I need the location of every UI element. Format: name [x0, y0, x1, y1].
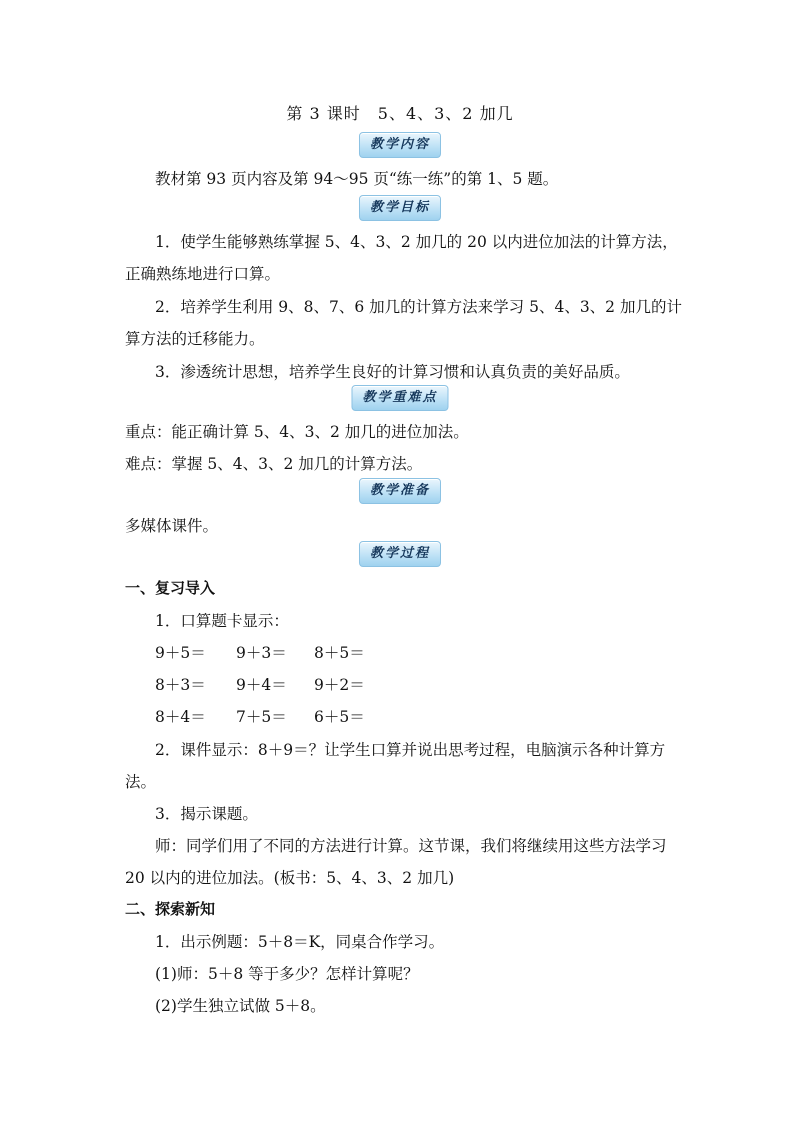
- equation: 9＋3＝: [236, 644, 287, 662]
- badge-preparation: 教学准备: [359, 478, 441, 504]
- teacher-remark-line-1: 师：同学们用了不同的方法进行计算。这节课，我们将继续用这些方法学习: [155, 837, 667, 855]
- section-2-heading: 二、探索新知: [125, 900, 216, 918]
- preparation-text: 多媒体课件。: [125, 517, 219, 535]
- difficult-point-text: 难点：掌握 5、4、3、2 加几的计算方法。: [125, 455, 423, 473]
- teacher-remark-line-2: 20 以内的进位加法。(板书：5、4、3、2 加几): [125, 869, 455, 887]
- badge-teaching-process: 教学过程: [359, 541, 441, 567]
- equation: 6＋5＝: [314, 708, 365, 726]
- review-item-2-line-2: 法。: [125, 773, 157, 791]
- key-point-text: 重点：能正确计算 5、4、3、2 加几的进位加法。: [125, 423, 469, 441]
- badge-teaching-content: 教学内容: [359, 132, 441, 158]
- goal-3: 3．渗透统计思想，培养学生良好的计算习惯和认真负责的美好品质。: [155, 363, 630, 381]
- explore-sub-2: (2)学生独立试做 5＋8。: [155, 997, 326, 1015]
- explore-item-1: 1．出示例题：5＋8＝K，同桌合作学习。: [155, 933, 445, 951]
- equation: 9＋5＝: [155, 644, 206, 662]
- section-1-heading: 一、复习导入: [125, 579, 216, 597]
- equation: 9＋4＝: [236, 676, 287, 694]
- equation: 8＋5＝: [314, 644, 365, 662]
- review-item-2-line-1: 2．课件显示：8＋9＝？让学生口算并说出思考过程，电脑演示各种计算方: [155, 741, 666, 759]
- badge-teaching-goals: 教学目标: [359, 195, 441, 221]
- goal-2-line-2: 算方法的迁移能力。: [125, 330, 265, 348]
- equation: 7＋5＝: [236, 708, 287, 726]
- goal-2-line-1: 2．培养学生利用 9、8、7、6 加几的计算方法来学习 5、4、3、2 加几的计: [155, 298, 682, 316]
- content-text: 教材第 93 页内容及第 94～95 页“练一练”的第 1、5 题。: [155, 170, 559, 188]
- explore-sub-1: (1)师：5＋8 等于多少？怎样计算呢？: [155, 965, 419, 983]
- goal-1-line-1: 1．使学生能够熟练掌握 5、4、3、2 加几的 20 以内进位加法的计算方法，: [155, 233, 678, 251]
- goal-1-line-2: 正确熟练地进行口算。: [125, 265, 281, 283]
- equation: 8＋3＝: [155, 676, 206, 694]
- equation: 8＋4＝: [155, 708, 206, 726]
- equation: 9＋2＝: [314, 676, 365, 694]
- badge-key-points: 教学重难点: [351, 385, 448, 411]
- review-item-3: 3．揭示课题。: [155, 805, 258, 823]
- review-item-1: 1．口算题卡显示：: [155, 612, 289, 630]
- lesson-title: 第 3 课时 5、4、3、2 加几: [286, 104, 514, 123]
